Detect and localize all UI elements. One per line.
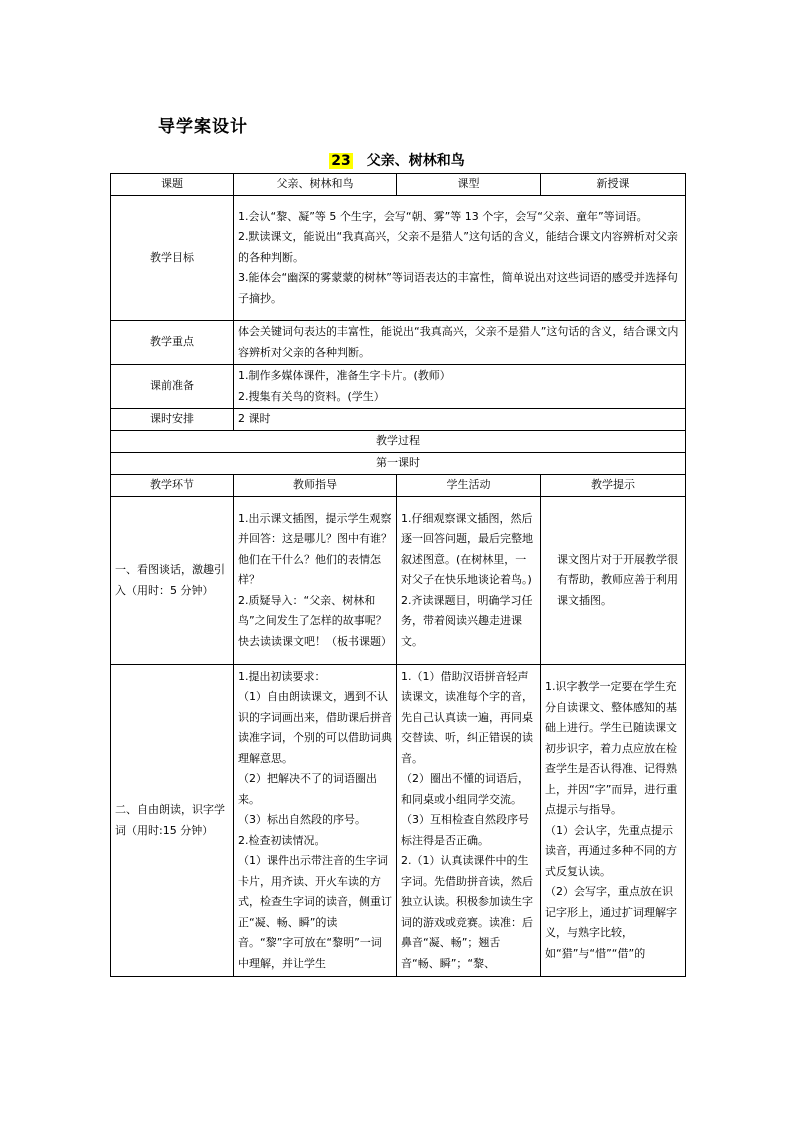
prep-item: 1.制作多媒体课件，准备生字卡片。(教师） [238,369,451,382]
process-title: 教学过程 [111,431,686,453]
time-value: 2 课时 [234,409,686,431]
student-cell [397,665,541,977]
teacher-item: （3）标出自然段的序号。 [238,813,366,827]
goals-row [111,196,686,321]
tips-item: （1）会认字，先重点提示读音，再通过多种不同的方式反复认读。 [545,823,677,878]
tips-cell [541,665,686,977]
focus-row [111,321,686,365]
stage-cell: 二、自由朗读，识字学词（用时:15 分钟） [111,665,234,977]
type-value: 新授课 [541,174,686,196]
tips-item: 课文图片对于开展教学很有帮助，教师应善于利用课文插图。 [557,552,678,607]
focus-content: 体会关键词句表达的丰富性，能说出“我真高兴，父亲不是猎人”这句话的含义，结合课文内容辨析对父亲的各种判断。 [234,321,686,365]
topic-label: 课题 [111,174,234,196]
teacher-item: （2）把解决不了的词语圈出来。 [238,772,377,806]
column-header: 教师指导 [234,475,397,497]
lesson-plan-table [110,173,686,977]
goals-content [234,196,686,321]
column-header: 教学提示 [541,475,686,497]
stage-cell: 一、看图谈话，激趣引入（用时：5 分钟） [111,497,234,665]
student-item: 1.（1）借助汉语拼音轻声读课文，读准每个字的音，先自己认真读一遍，再同桌交替读、听，纠正错误的读音。 [401,669,533,765]
teacher-item: （1）自由朗读课文，遇到不认识的字词画出来，借助课后拼音读准字词，个别的可以借助词典理解意思。 [238,690,392,765]
student-item: 2.齐读课题目，明确学习任务，带着阅读兴趣走进课文。 [401,593,533,648]
column-header: 教学环节 [111,475,234,497]
teacher-cell [234,665,397,977]
goal-item: 2.默读课文，能说出“我真高兴，父亲不是猎人”这句话的含义，能结合课文内容辨析对父亲的各种判断。 [238,230,678,264]
column-header: 学生活动 [397,475,541,497]
session-title-row [111,453,686,475]
document-heading: 导学案设计 [158,117,248,137]
table-row [111,497,686,665]
lesson-name: 父亲、树林和鸟 [366,153,465,169]
teacher-item: 2.质疑导入：“父亲、树林和鸟”之间发生了怎样的故事呢？快去读读课文吧！（板书课题） [238,593,392,648]
tips-item: 1.识字教学一定要在学生充分自读课文、整体感知的基础上进行。学生已随读课文初步识字，着力点应放在检查学生是否认得准、记得熟上，并因“字”而异，进行重点提示与指导。 [545,680,678,816]
session-title: 第一课时 [111,453,686,475]
goal-item: 3.能体会“幽深的雾蒙蒙的树林”等词语表达的丰富性，简单说出对这些词语的感受并选择句子摘抄。 [238,271,678,305]
time-row [111,409,686,431]
prep-label: 课前准备 [111,365,234,409]
goals-label: 教学目标 [111,196,234,321]
type-label: 课型 [397,174,541,196]
topic-row [111,174,686,196]
teacher-item: 2.检查初读情况。 [238,833,326,847]
student-item: 1.仔细观察课文插图，然后逐一回答问题，最后完整地叙述图意。(在树林里，一对父子在快乐地谈论着鸟。) [401,511,533,587]
student-cell [397,497,541,665]
student-item: （2）圈出不懂的词语后，和同桌或小组同学交流。 [401,772,529,806]
student-item: （3）互相检查自然段序号标注得是否正确。 [401,813,529,847]
teacher-cell [234,497,397,665]
prep-item: 2.搜集有关鸟的资料。(学生） [238,389,385,403]
teacher-item: 1.出示课文插图，提示学生观察并回答：这是哪儿？图中有谁？他们在干什么？他们的表情怎样？ [238,511,392,587]
tips-item: （2）会写字，重点放在识记字形上，通过扩词理解字义，与熟字比较，如“猎”与“惜”“借”的 [545,885,677,960]
lesson-number: 23 [331,153,351,169]
process-title-row [111,431,686,453]
teacher-item: 1.提出初读要求： [238,669,326,683]
goal-item: 1.会认“黎、凝”等 5 个生字，会写“朝、雾”等 13 个字，会写“父亲、童年”等词语。 [238,209,648,223]
topic-value: 父亲、树林和鸟 [234,174,397,196]
table-row [111,665,686,977]
tips-cell [541,497,686,665]
prep-row [111,365,686,409]
column-header-row [111,475,686,497]
student-item: 2.（1）认真读课件中的生字词。先借助拼音读，然后独立认读。积极参加读生字词的游戏或竞赛。读准：后鼻音“凝、畅”；翘舌音“畅、瞬”；“黎、 [401,854,533,970]
prep-content [234,365,686,409]
time-label: 课时安排 [111,409,234,431]
teacher-item: （1）课件出示带注音的生字词卡片，用齐读、开火车读的方式，检查生字词的读音，侧重订正“凝、畅、瞬”的读音。“黎”字可放在“黎明”一词中理解，并让学生 [238,854,392,970]
lesson-title [0,150,794,170]
focus-label: 教学重点 [111,321,234,365]
